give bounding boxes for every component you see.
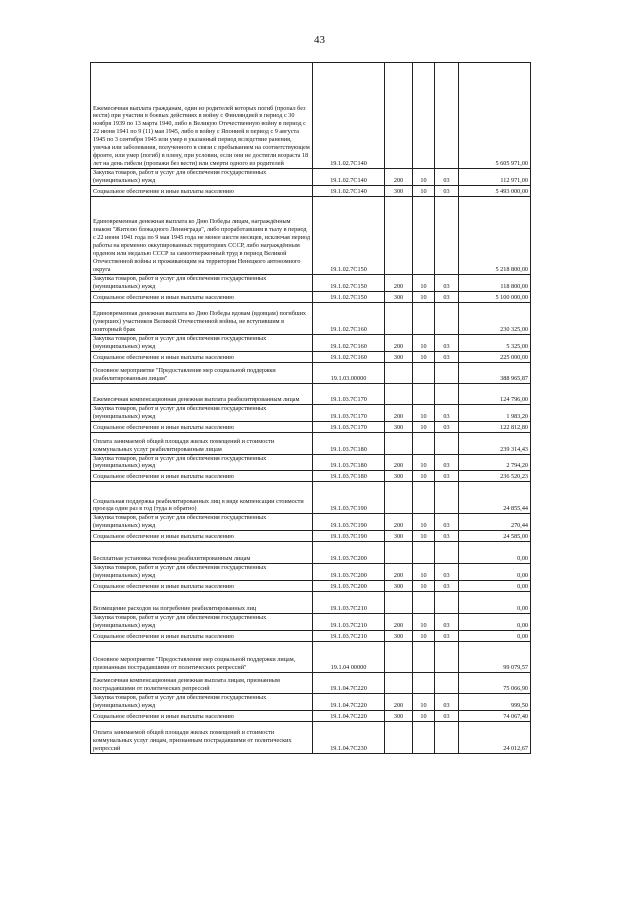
row-subsection: 03 [435, 631, 459, 642]
row-code: 19.1.04 00000 [313, 642, 385, 673]
table-row [91, 291, 531, 302]
row-amount: 24 012,67 [459, 721, 531, 753]
row-amount: 0,00 [459, 631, 531, 642]
budget-table [90, 62, 531, 754]
row-section: 10 [413, 631, 435, 642]
row-code: 19.1.03.7С210 [313, 614, 385, 631]
row-subsection: 03 [435, 291, 459, 302]
row-subsection: 03 [435, 404, 459, 421]
table-row [91, 302, 531, 334]
row-subsection [435, 482, 459, 514]
row-code: 19.1.03.7С210 [313, 592, 385, 614]
row-vr-code: 300 [385, 185, 413, 196]
row-amount: 230 325,00 [459, 302, 531, 334]
row-code: 19.1.02.7С160 [313, 302, 385, 334]
row-name: Закупка товаров, работ и услуг для обеспечения государственных (муниципальных) нужд [91, 514, 313, 531]
row-name: Закупка товаров, работ и услуг для обеспечения государственных (муниципальных) нужд [91, 334, 313, 351]
row-vr-code [385, 542, 413, 564]
row-name: Ежемесячная компенсационная денежная выплата лицам, признанным пострадавшими от политических репрессий [91, 673, 313, 694]
row-vr-code: 200 [385, 169, 413, 186]
row-vr-code [385, 63, 413, 169]
row-name: Социальное обеспечение и иные выплаты населению [91, 351, 313, 362]
row-amount: 239 314,43 [459, 432, 531, 454]
row-name: Социальное обеспечение и иные выплаты населению [91, 710, 313, 721]
table-row [91, 642, 531, 673]
row-name: Закупка товаров, работ и услуг для обеспечения государственных (муниципальных) нужд [91, 454, 313, 471]
table-row [91, 454, 531, 471]
row-vr-code: 300 [385, 710, 413, 721]
table-row [91, 404, 531, 421]
row-vr-code: 200 [385, 564, 413, 581]
row-vr-code: 300 [385, 531, 413, 542]
row-name: Социальное обеспечение и иные выплаты населению [91, 291, 313, 302]
row-name: Социальное обеспечение и иные выплаты населению [91, 581, 313, 592]
row-vr-code [385, 592, 413, 614]
row-subsection: 03 [435, 185, 459, 196]
row-code: 19.1.03.7С190 [313, 531, 385, 542]
row-vr-code [385, 642, 413, 673]
row-code: 19.1.04.7С220 [313, 694, 385, 711]
row-name: Основное мероприятие "Предоставление мер социальной поддержки реабилитированным лицам" [91, 362, 313, 383]
row-section: 10 [413, 531, 435, 542]
table-row [91, 334, 531, 351]
row-name: Закупка товаров, работ и услуг для обеспечения государственных (муниципальных) нужд [91, 694, 313, 711]
table-row [91, 274, 531, 291]
table-row [91, 63, 531, 169]
row-code: 19.1.03.7С210 [313, 631, 385, 642]
row-subsection [435, 63, 459, 169]
row-section: 10 [413, 421, 435, 432]
row-vr-code [385, 673, 413, 694]
row-amount: 75 066,90 [459, 673, 531, 694]
row-code: 19.1.02.7С140 [313, 63, 385, 169]
table-row [91, 564, 531, 581]
row-code: 19.1.03.7С180 [313, 471, 385, 482]
row-subsection [435, 721, 459, 753]
row-vr-code [385, 362, 413, 383]
table-row [91, 710, 531, 721]
row-section: 10 [413, 291, 435, 302]
row-name: Ежемесячная выплата гражданам, один из родителей которых погиб (пропал без вести) при участии в боевых действиях в войну с Финляндией в период с 30 ноября 1939 по 13 марта 1940, либо в Великую Отечественную войну в период с 22 июня 1941 по 9 (11) мая 1945, либо в войну с Японией в период с 9 августа 1945 по 3 сентября 1945 или умер в указанный период вследствие ранения, увечья или заболевания, полученного в связи с пребыванием на соответствующем фронте, или умер (погиб) в плену, при условии, если они не достигли возраста 18 лет на день гибели (пропажи без вести) или смерти одного из родителей [91, 63, 313, 169]
row-amount: 5 493 000,00 [459, 185, 531, 196]
table-row [91, 614, 531, 631]
row-name: Единовременная денежная выплата ко Дню Победы лицам, награждённым знаком "Жителю блокадного Ленинграда", либо проработавшим в тылу в период с 22 июня 1941 года по 9 мая 1945 года не менее шести месяцев, исключая период работы на временно оккупированных территориях СССР, либо награждённым орденом или медалью СССР за самоотверженный труд в период Великой Отечественной войны и проживающим на территории Ненецкого автономного округа [91, 196, 313, 274]
row-vr-code: 200 [385, 274, 413, 291]
row-section [413, 63, 435, 169]
row-section: 10 [413, 471, 435, 482]
row-name: Закупка товаров, работ и услуг для обеспечения государственных (муниципальных) нужд [91, 169, 313, 186]
row-name: Закупка товаров, работ и услуг для обеспечения государственных (муниципальных) нужд [91, 404, 313, 421]
row-amount: 0,00 [459, 592, 531, 614]
row-name: Социальное обеспечение и иные выплаты населению [91, 531, 313, 542]
row-code: 19.1.03.7С170 [313, 383, 385, 404]
table-row [91, 531, 531, 542]
row-subsection: 03 [435, 710, 459, 721]
row-subsection [435, 302, 459, 334]
row-code: 19.1.02.7С150 [313, 291, 385, 302]
row-section: 10 [413, 454, 435, 471]
table-row [91, 169, 531, 186]
row-subsection: 03 [435, 694, 459, 711]
row-code: 19.1.03.7С180 [313, 454, 385, 471]
row-vr-code [385, 383, 413, 404]
row-amount: 74 067,40 [459, 710, 531, 721]
row-code: 19.1.02.7С140 [313, 169, 385, 186]
row-subsection: 03 [435, 564, 459, 581]
row-vr-code [385, 482, 413, 514]
row-subsection: 03 [435, 274, 459, 291]
row-name: Социальное обеспечение и иные выплаты населению [91, 471, 313, 482]
row-code: 19.1.03.7С200 [313, 564, 385, 581]
row-section: 10 [413, 274, 435, 291]
table-row [91, 196, 531, 274]
table-body [91, 63, 531, 754]
row-amount: 5 100 000,00 [459, 291, 531, 302]
row-section: 10 [413, 514, 435, 531]
row-vr-code: 200 [385, 514, 413, 531]
row-code: 19.1.03.7С180 [313, 432, 385, 454]
row-vr-code: 200 [385, 454, 413, 471]
row-code: 19.1.03.7С190 [313, 514, 385, 531]
row-section [413, 642, 435, 673]
row-vr-code: 200 [385, 334, 413, 351]
row-vr-code: 300 [385, 631, 413, 642]
row-vr-code [385, 432, 413, 454]
row-vr-code [385, 196, 413, 274]
row-section: 10 [413, 564, 435, 581]
row-subsection [435, 196, 459, 274]
row-amount: 225 000,00 [459, 351, 531, 362]
row-section [413, 721, 435, 753]
row-subsection [435, 673, 459, 694]
row-code: 19.1.04.7С220 [313, 710, 385, 721]
row-vr-code: 300 [385, 351, 413, 362]
row-name: Единовременная денежная выплата ко Дню Победы вдовам (вдовцам) погибших (умерших) участников Великой Отечественной войны, не вступившим в повторный брак [91, 302, 313, 334]
row-section [413, 542, 435, 564]
row-vr-code: 300 [385, 421, 413, 432]
row-section [413, 482, 435, 514]
row-subsection: 03 [435, 421, 459, 432]
row-code: 19.1.03.7С170 [313, 421, 385, 432]
row-subsection [435, 362, 459, 383]
row-vr-code: 300 [385, 581, 413, 592]
row-amount: 122 812,80 [459, 421, 531, 432]
row-section [413, 432, 435, 454]
row-section: 10 [413, 185, 435, 196]
table-row [91, 471, 531, 482]
row-name: Закупка товаров, работ и услуг для обеспечения государственных (муниципальных) нужд [91, 614, 313, 631]
row-code: 19.1.03.7С200 [313, 581, 385, 592]
table-row [91, 631, 531, 642]
row-amount: 99 079,57 [459, 642, 531, 673]
row-subsection [435, 592, 459, 614]
row-amount: 5 325,00 [459, 334, 531, 351]
row-vr-code: 200 [385, 694, 413, 711]
row-code: 19.1.04.7С230 [313, 721, 385, 753]
row-section: 10 [413, 404, 435, 421]
row-code: 19.1.02.7С160 [313, 334, 385, 351]
row-section [413, 302, 435, 334]
row-name: Закупка товаров, работ и услуг для обеспечения государственных (муниципальных) нужд [91, 564, 313, 581]
row-code: 19.1.03.7С200 [313, 542, 385, 564]
row-name: Закупка товаров, работ и услуг для обеспечения государственных (муниципальных) нужд [91, 274, 313, 291]
table-row [91, 185, 531, 196]
row-amount: 236 520,23 [459, 471, 531, 482]
row-section: 10 [413, 169, 435, 186]
row-name: Оплата занимаемой общей площади жилых помещений и стоимости коммунальных услуг лицам, признанным пострадавшими от политических репрессий [91, 721, 313, 753]
row-section: 10 [413, 710, 435, 721]
row-subsection: 03 [435, 514, 459, 531]
table-row [91, 673, 531, 694]
table-row [91, 514, 531, 531]
row-amount: 124 796,00 [459, 383, 531, 404]
row-amount: 118 800,00 [459, 274, 531, 291]
table-row [91, 592, 531, 614]
row-section [413, 592, 435, 614]
row-amount: 112 971,00 [459, 169, 531, 186]
row-amount: 270,44 [459, 514, 531, 531]
table-row [91, 482, 531, 514]
row-vr-code [385, 721, 413, 753]
row-vr-code: 200 [385, 614, 413, 631]
row-name: Социальное обеспечение и иные выплаты населению [91, 421, 313, 432]
row-code: 19.1.03.7С190 [313, 482, 385, 514]
row-name: Возмещение расходов на погребение реабилитированных лиц [91, 592, 313, 614]
table-row [91, 351, 531, 362]
row-name: Социальная поддержка реабилитированных лиц в виде компенсации стоимости проезда один раз в год (туда и обратно) [91, 482, 313, 514]
row-name: Социальное обеспечение и иные выплаты населению [91, 631, 313, 642]
row-subsection [435, 432, 459, 454]
row-section: 10 [413, 334, 435, 351]
row-section: 10 [413, 694, 435, 711]
row-amount: 0,00 [459, 542, 531, 564]
row-code: 19.1.02.7С150 [313, 274, 385, 291]
table-row [91, 694, 531, 711]
row-section [413, 673, 435, 694]
table-row [91, 721, 531, 753]
row-name: Ежемесячная компенсационная денежная выплата реабилитированным лицам [91, 383, 313, 404]
row-name: Основное мероприятие "Предоставление мер социальной поддержки лицам, признанным пострадавшими от политических репрессий" [91, 642, 313, 673]
row-amount: 2 794,20 [459, 454, 531, 471]
row-subsection [435, 383, 459, 404]
row-amount: 999,50 [459, 694, 531, 711]
table-row [91, 432, 531, 454]
row-subsection: 03 [435, 614, 459, 631]
row-vr-code: 300 [385, 291, 413, 302]
row-code: 19.1.02.7С150 [313, 196, 385, 274]
row-vr-code [385, 302, 413, 334]
row-amount: 0,00 [459, 564, 531, 581]
row-section: 10 [413, 351, 435, 362]
row-amount: 388 965,87 [459, 362, 531, 383]
row-amount: 0,00 [459, 581, 531, 592]
row-name: Бесплатная установка телефона реабилитированным лицам [91, 542, 313, 564]
row-code: 19.1.02.7С140 [313, 185, 385, 196]
row-subsection: 03 [435, 169, 459, 186]
row-section: 10 [413, 581, 435, 592]
table-row [91, 421, 531, 432]
page-number: 43 [314, 34, 325, 46]
row-amount: 5 605 971,00 [459, 63, 531, 169]
row-name: Оплата занимаемой общей площади жилых помещений и стоимости коммунальных услуг реабилитированным лицам [91, 432, 313, 454]
row-section [413, 362, 435, 383]
row-vr-code: 200 [385, 404, 413, 421]
row-code: 19.1.04.7С220 [313, 673, 385, 694]
row-subsection: 03 [435, 531, 459, 542]
table-row [91, 362, 531, 383]
row-amount: 0,00 [459, 614, 531, 631]
row-subsection: 03 [435, 351, 459, 362]
row-subsection [435, 542, 459, 564]
row-subsection: 03 [435, 334, 459, 351]
table-row [91, 542, 531, 564]
row-amount: 1 983,20 [459, 404, 531, 421]
row-subsection: 03 [435, 471, 459, 482]
row-vr-code: 300 [385, 471, 413, 482]
row-code: 19.1.02.7С160 [313, 351, 385, 362]
row-code: 19.1.03.00000 [313, 362, 385, 383]
row-amount: 5 218 800,00 [459, 196, 531, 274]
table-row [91, 581, 531, 592]
table-row [91, 383, 531, 404]
row-section [413, 196, 435, 274]
row-subsection: 03 [435, 581, 459, 592]
row-amount: 24 855,44 [459, 482, 531, 514]
row-section: 10 [413, 614, 435, 631]
row-subsection [435, 642, 459, 673]
row-code: 19.1.03.7С170 [313, 404, 385, 421]
row-section [413, 383, 435, 404]
row-subsection: 03 [435, 454, 459, 471]
row-amount: 24 585,00 [459, 531, 531, 542]
row-name: Социальное обеспечение и иные выплаты населению [91, 185, 313, 196]
